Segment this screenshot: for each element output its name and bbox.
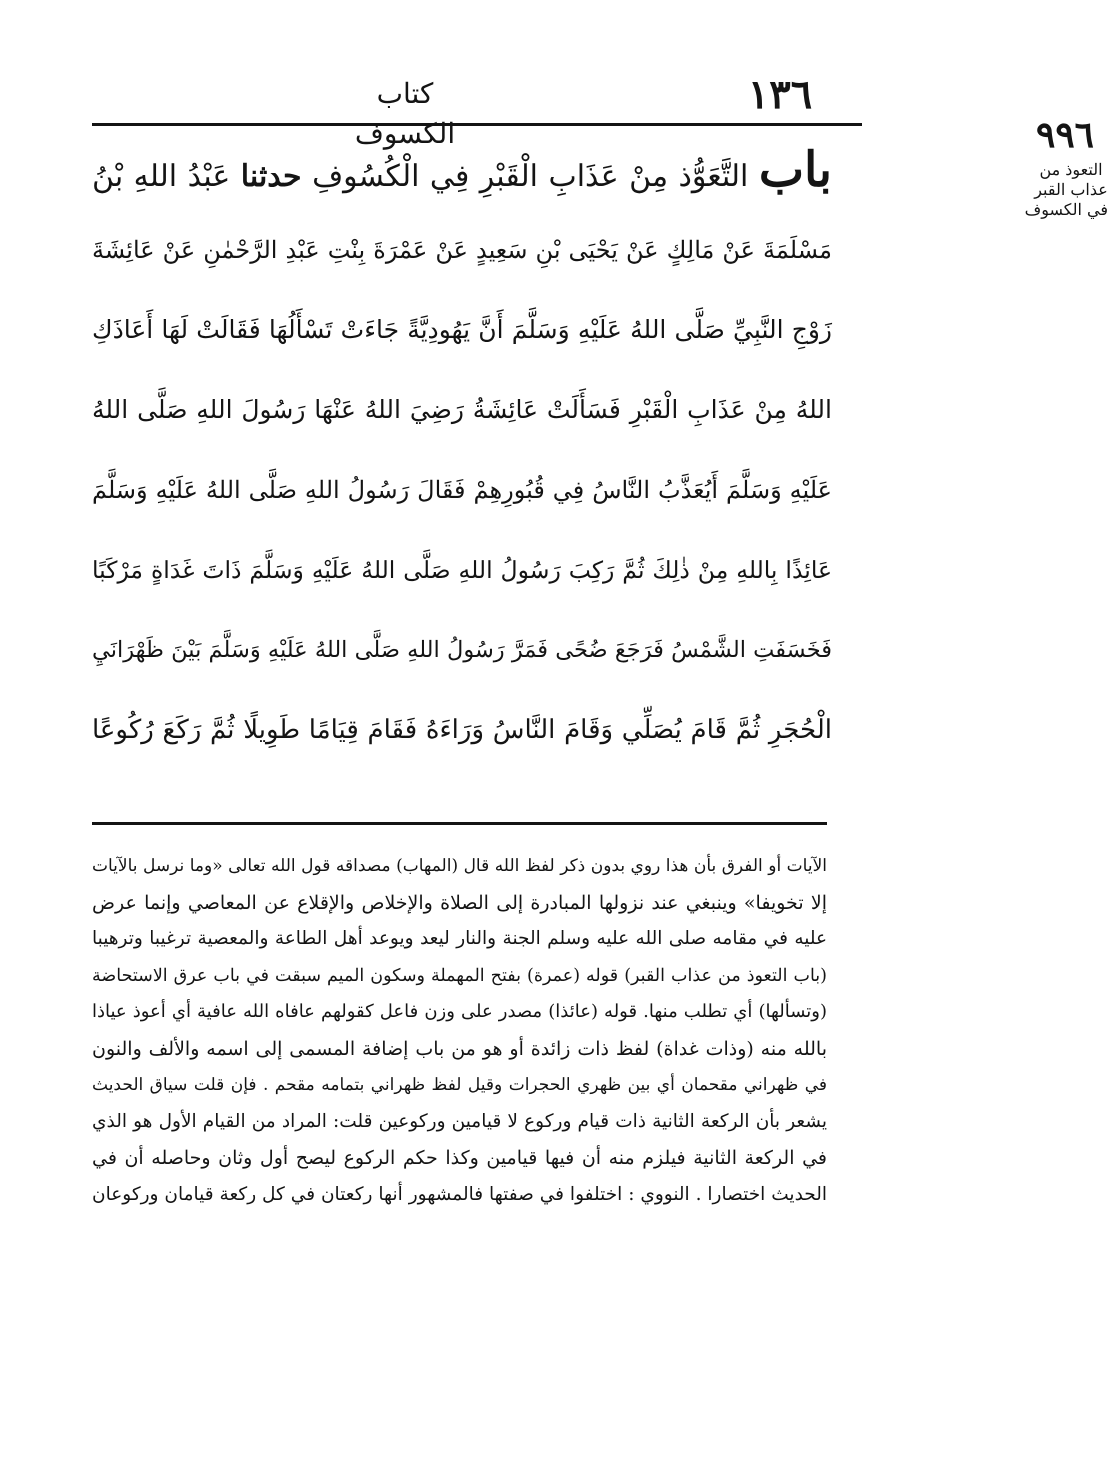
running-title: كتاب الكسوف <box>354 77 456 150</box>
header-rule <box>92 123 862 126</box>
chapter-heading-title: التَّعَوُّذ مِنْ عَذَابِ الْقَبْرِ فِي الْكُسُوفِ <box>312 159 749 194</box>
main-line: مَسْلَمَةَ عَنْ مَالِكٍ عَنْ يَحْيَى بْنِ سَعِيدٍ عَنْ عَمْرَةَ بِنْتِ عَبْدِ الرَّحْمٰنِ عَنْ عَائِشَةَ <box>92 236 832 264</box>
commentary-text <box>92 848 827 1213</box>
margin-note-line: التعوذ من <box>1039 160 1103 179</box>
main-line: الْحُجَرِ ثُمَّ قَامَ يُصَلِّي وَقَامَ النَّاسُ وَرَاءَهُ فَقَامَ قِيَامًا طَوِيلًا ثُمَّ رَكَعَ رُكُوعًا <box>92 715 832 745</box>
margin-chapter-note <box>1024 160 1108 220</box>
main-hadith-text <box>92 130 832 770</box>
main-line: زَوْجِ النَّبِيِّ صَلَّى اللهُ عَلَيْهِ وَسَلَّمَ أَنَّ يَهُودِيَّةً جَاءَتْ تَسْأَلُهَا فَقَالَتْ لَهَا أَعَاذَكِ <box>92 315 832 344</box>
main-line: عَلَيْهِ وَسَلَّمَ أَيُعَذَّبُ النَّاسُ فِي قُبُورِهِمْ فَقَالَ رَسُولُ اللهِ صَلَّى اللهُ عَلَيْهِ وَسَلَّمَ <box>92 476 832 504</box>
main-line <box>92 130 832 210</box>
haddathana-marker: حدثنا <box>240 159 302 194</box>
margin-note-line: في الكسوف <box>1024 200 1108 219</box>
main-line-text: عَبْدُ اللهِ بْنُ <box>92 159 231 194</box>
commentary-divider <box>92 822 827 825</box>
commentary-line: عليه في مقامه صلى الله عليه وسلم الجنة والنار ليعد ويوعد أهل الطاعة والمعصية ترغيبا وترهيبا <box>92 928 827 949</box>
commentary-line: (باب التعوذ من عذاب القبر) قوله (عمرة) بفتح المهملة وسكون الميم سبقت في باب عرق الاستحاضة <box>92 965 827 986</box>
hadith-number: ٩٩٦ <box>1035 114 1094 156</box>
main-line: فَخَسَفَتِ الشَّمْسُ فَرَجَعَ ضُحًى فَمَرَّ رَسُولُ اللهِ صَلَّى اللهُ عَلَيْهِ وَسَلَّمَ بَيْنَ ظَهْرَانَيِ <box>92 637 832 663</box>
margin-note-line: عذاب القبر <box>1034 180 1108 199</box>
commentary-line: (وتسألها) أي تطلب منها. قوله (عائذا) مصدر على وزن فاعل كقولهم عافاه الله عافية أي أعوذ عياذا <box>92 1001 827 1022</box>
commentary-line: في ظهراني مقحمان أي بين ظهري الحجرات وقيل لفظ ظهراني بتمامه مقحم . فإن قلت سياق الحديث <box>92 1075 827 1095</box>
chapter-heading-word: باب <box>758 142 832 198</box>
main-line: اللهُ مِنْ عَذَابِ الْقَبْرِ فَسَأَلَتْ عَائِشَةُ رَضِيَ اللهُ عَنْهَا رَسُولَ اللهِ صَلَّى اللهُ <box>92 395 832 424</box>
commentary-line: بالله منه (وذات غداة) لفظ ذات زائدة أو هو من باب إضافة المسمى إلى اسمه والألف والنون <box>92 1037 827 1060</box>
main-line: عَائِذًا بِاللهِ مِنْ ذٰلِكَ ثُمَّ رَكِبَ رَسُولُ اللهِ صَلَّى اللهُ عَلَيْهِ وَسَلَّمَ ذَاتَ غَدَاةٍ مَرْكَبًا <box>92 556 832 584</box>
commentary-line: في الركعة الثانية فيلزم منه أن فيها قيامين وكذا حكم الركوع ليصح أول وثان وحاصله أن في <box>92 1147 827 1169</box>
commentary-line: الحديث اختصارا . النووي : اختلفوا في صفتها فالمشهور أنها ركعتان في كل ركعة قيامان وركوعان <box>92 1183 827 1205</box>
commentary-line: الآيات أو الفرق بأن هذا روي بدون ذكر لفظ الله قال (المهاب) مصداقه قول الله تعالى «وما نرسل بالآيات <box>92 856 827 876</box>
page-number: ١٣٦ <box>747 71 813 118</box>
commentary-line: يشعر بأن الركعة الثانية ذات قيام وركوع لا قيامين وركوعين قلت: المراد من القيام الأول هو الذي <box>92 1110 827 1132</box>
commentary-line: إلا تخويفا» وينبغي عند نزولها المبادرة إلى الصلاة والإخلاص والإقلاع عن المعاصي وإنما عرض <box>92 891 827 914</box>
